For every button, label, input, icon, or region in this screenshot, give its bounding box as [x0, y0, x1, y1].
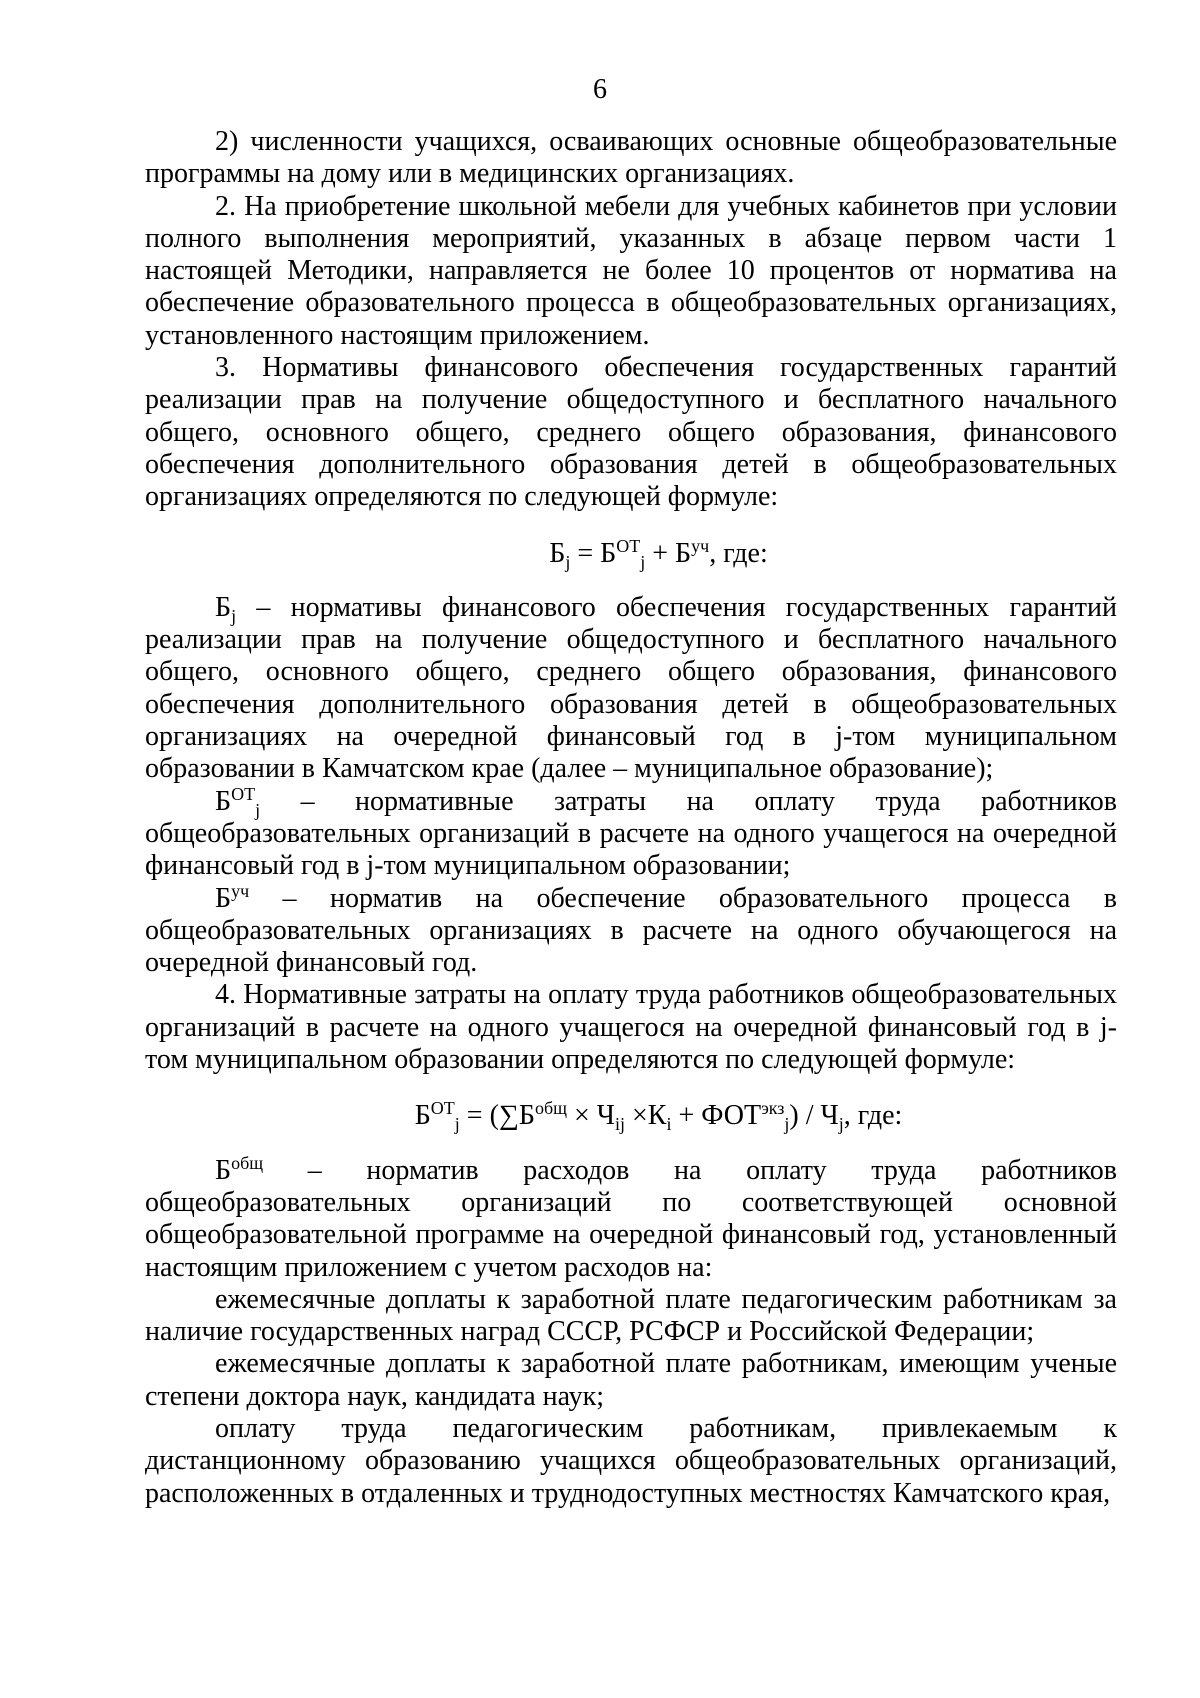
definition-bobsch: $Б^{общ}$ – норматив расходов на оплату труда работников общеобразовательных организаций по соответствующей основной общеобразовательной программе на очередной финансовый год, установленный настоящим приложением с учетом расходов на: [145, 1152, 1117, 1283]
paragraph-3: 3. Нормативы финансового обеспечения государственных гарантий реализации прав на получение общедоступного и бесплатного начального общего, основного общего, среднего общего образования, финансового обеспечения дополнительного образования детей в общеобразовательных организациях определяются по следующей формуле: [145, 352, 1117, 513]
definition-buch: $Б^{уч}$ – норматив на обеспечение образовательного процесса в общеобразовательных организациях в расчете на одного обучающегося на очередной финансовый год. [145, 880, 1117, 979]
paragraph-2: 2. На приобретение школьной мебели для учебных кабинетов при условии полного выполнения мероприятий, указанных в абзаце первом части 1 настоящей Методики, направляется не более 10 процентов от норматива на обеспечение образовательного процесса в общеобразовательных организациях, установленного настоящим приложением. [145, 190, 1117, 351]
document-body [145, 126, 1117, 1510]
definition-bot-j: $Б^{ОТ}_j$ – нормативные затраты на оплату труда работников общеобразовательных организаций в расчете на одного учащегося на очередной финансовый год в j-том муниципальном образовании; [145, 783, 1117, 882]
list-item-degrees: ежемесячные доплаты к заработной плате работникам, имеющим ученые степени доктора наук, кандидата наук; [145, 1348, 1117, 1412]
paragraph-4: 4. Нормативные затраты на оплату труда работников общеобразовательных организаций в расчете на одного учащегося на очередной финансовый год в j-том муниципальном образовании определяются по следующей формуле: [145, 979, 1117, 1076]
list-item-distance: оплату труда педагогическим работникам, привлекаемым к дистанционному образованию учащихся общеобразовательных организаций, расположенных в отдаленных и труднодоступных местностях Камчатского края, [145, 1412, 1117, 1509]
formula-1: $Б_j = Б^{ОТ}_j + Б^{уч}$, где: [549, 535, 768, 572]
definition-bj: $Б_j$ – нормативы финансового обеспечения государственных гарантий реализации прав на получение общедоступного и бесплатного начального общего, основного общего, среднего общего образования, финансового обеспечения дополнительного образования детей в общеобразовательных организациях на очередной финансовый год в j-том муниципальном образовании в Камчатском крае (далее – муниципальное образование); [145, 591, 1117, 785]
page-number: 6 [593, 74, 607, 105]
formula-2: $Б^{ОТ}_j = (\sum Б^{общ} \times Ч_{ij} \times К_i + ФОТ^{экз}_j) / Ч_j$, где: [414, 1098, 903, 1135]
list-item-awards: ежемесячные доплаты к заработной плате педагогическим работникам за наличие государственных наград СССР, РСФСР и Российской Федерации; [145, 1283, 1117, 1348]
paragraph-item-2: 2) численности учащихся, осваивающих основные общеобразовательные программы на дому или в медицинских организациях. [145, 126, 1117, 190]
